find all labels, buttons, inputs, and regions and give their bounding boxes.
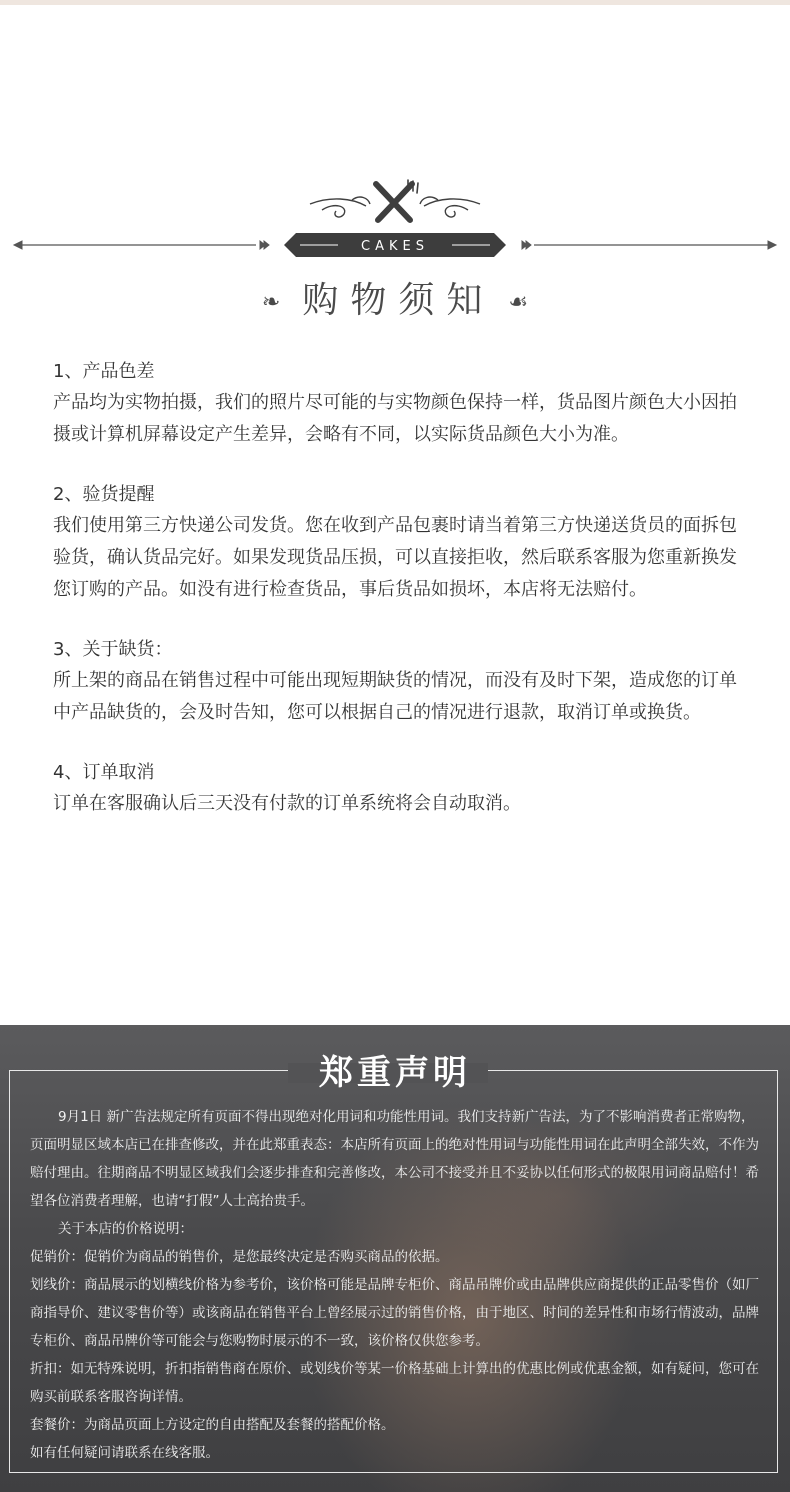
- section-body: 订单在客服确认后三天没有付款的订单系统将会自动取消。: [53, 793, 521, 814]
- cakes-label: CAKES: [361, 239, 429, 254]
- section-body: 我们使用第三方快递公司发货。您在收到产品包裹时请当着第三方快递送货员的面拆包验货，确认货品完好。如果发现货品压损，可以直接拒收，然后联系客服为您重新换发您订购的产品。如没有进行检查货品，事后货品如损坏，本店将无法赔付。: [53, 515, 737, 600]
- disclaimer-panel: [0, 1025, 790, 1492]
- swirl-right-icon: [420, 197, 480, 217]
- promo-price-note: 促销价：促销价为商品的销售价，是您最终决定是否购买商品的依据。: [30, 1249, 449, 1265]
- notice-section: [53, 356, 753, 451]
- swirl-left-icon: [310, 197, 370, 217]
- notice-section: [53, 757, 753, 820]
- page-title: 购物须知: [302, 280, 495, 321]
- strike-price-note: 划线价：商品展示的划横线价格为参考价，该价格可能是品牌专柜价、商品吊牌价或由品牌供应商提供的正品零售价（如厂商指导价、建议零售价等）或该商品在销售平台上曾经展示过的销售价格，由于地区、时间的差异性和市场行情波动，品牌专柜价、商品吊牌价等可能会与您购物时展示的不一致，该价格仅供您参考。: [30, 1277, 759, 1349]
- disclaimer-intro: 9月1日 新广告法规定所有页面不得出现绝对化用词和功能性用词。我们支持新广告法，为了不影响消费者正常购物，页面明显区域本店已在排查修改，并在此郑重表态：本店所有页面上的绝对性用词与功能性用词在此声明全部失效，不作为赔付理由。往期商品不明显区域我们会逐步排查和完善修改，本公司不接受并且不妥协以任何形式的极限用词商品赔付！希望各位消费者理解，也请“打假”人士高抬贵手。: [30, 1109, 759, 1209]
- contact-note: 如有任何疑问请联系在线客服。: [30, 1445, 219, 1461]
- top-strip: [0, 0, 790, 5]
- notice-section: [53, 634, 753, 729]
- section-title: 4、订单取消: [53, 762, 155, 783]
- arrow-left-icon: [14, 241, 269, 249]
- disclaimer-title: 郑重声明: [319, 1053, 471, 1093]
- notice-list: [53, 356, 753, 848]
- page-heading: [0, 276, 790, 326]
- section-body: 产品均为实物拍摄，我们的照片尽可能的与实物颜色保持一样，货品图片颜色大小因拍摄或计算机屏幕设定产生差异，会略有不同，以实际货品颜色大小为准。: [53, 392, 737, 445]
- section-body: 所上架的商品在销售过程中可能出现短期缺货的情况，而没有及时下架，造成您的订单中产品缺货的，会及时告知，您可以根据自己的情况进行退款，取消订单或换货。: [53, 670, 737, 723]
- arrow-right-icon: [522, 241, 776, 249]
- section-title: 3、关于缺货：: [53, 639, 173, 660]
- discount-note: 折扣：如无特殊说明，折扣指销售商在原价、或划线价等某一价格基础上计算出的优惠比例或优惠金额，如有疑问，您可在购买前联系客服咨询详情。: [30, 1361, 759, 1405]
- section-title: 1、产品色差: [53, 361, 155, 382]
- flourish-left-icon: ❧: [261, 290, 281, 315]
- notice-section: [53, 479, 753, 606]
- package-price-note: 套餐价：为商品页面上方设定的自由搭配及套餐的搭配价格。: [30, 1417, 395, 1433]
- section-title: 2、验货提醒: [53, 484, 155, 505]
- disclaimer-text: [30, 1103, 760, 1467]
- flourish-right-icon: ☙: [508, 290, 529, 315]
- price-heading: 关于本店的价格说明：: [58, 1221, 193, 1237]
- cakes-ornament: [0, 170, 790, 290]
- cutlery-icon: [376, 180, 418, 220]
